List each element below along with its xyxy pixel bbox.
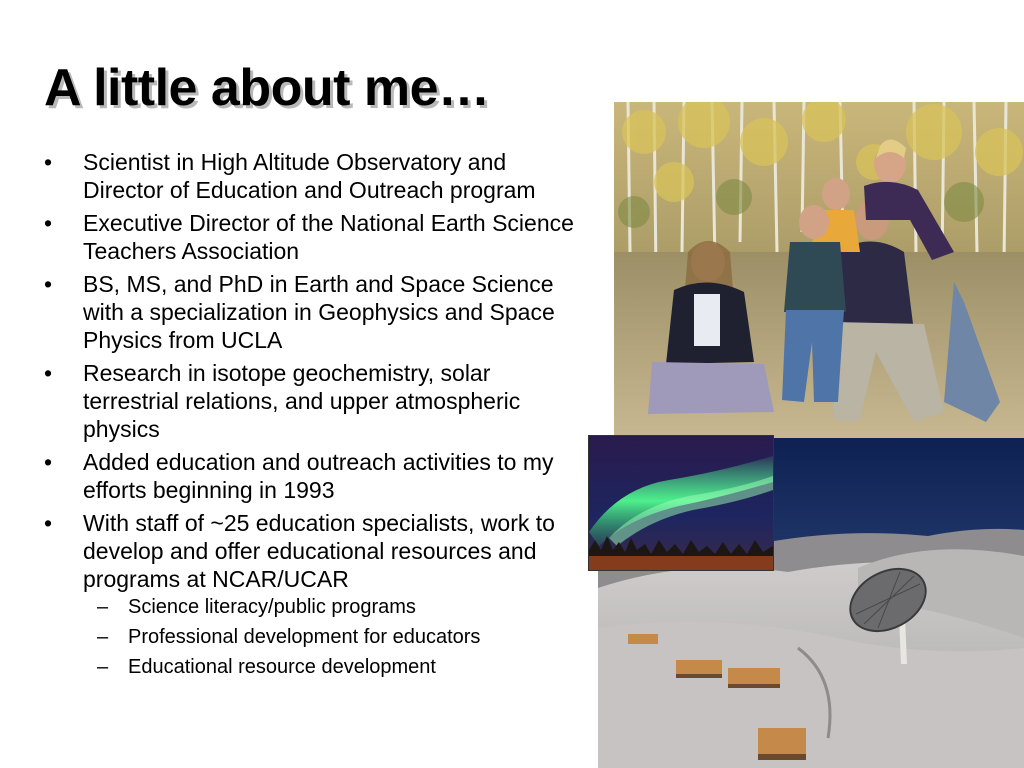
- aurora-photo: [589, 436, 773, 570]
- bullet-item-text: With staff of ~25 education specialists, work to develop and offer educational resources and programs at NCAR/UCAR: [83, 510, 555, 592]
- bullet-item: • Executive Director of the National Earth Science Teachers Association: [44, 209, 584, 265]
- bullet-list: [44, 148, 584, 686]
- bullet-item-with-subs: [44, 509, 584, 678]
- sub-bullet-item: – Educational resource development: [83, 656, 584, 678]
- sub-bullet-item: – Professional development for educators: [83, 626, 584, 648]
- sub-bullet-item: – Science literacy/public programs: [83, 596, 584, 618]
- bullet-item: • Added education and outreach activities to my efforts beginning in 1993: [44, 448, 584, 504]
- slide-title: A little about me…: [44, 59, 490, 117]
- bullet-item: • Research in isotope geochemistry, solar terrestrial relations, and upper atmospheric physics: [44, 359, 584, 443]
- sub-bullet-list: [83, 596, 584, 678]
- family-photo: [614, 102, 1024, 438]
- bullet-item: • BS, MS, and PhD in Earth and Space Science with a specialization in Geophysics and Space Physics from UCLA: [44, 270, 584, 354]
- bullet-item: • Scientist in High Altitude Observatory and Director of Education and Outreach program: [44, 148, 584, 204]
